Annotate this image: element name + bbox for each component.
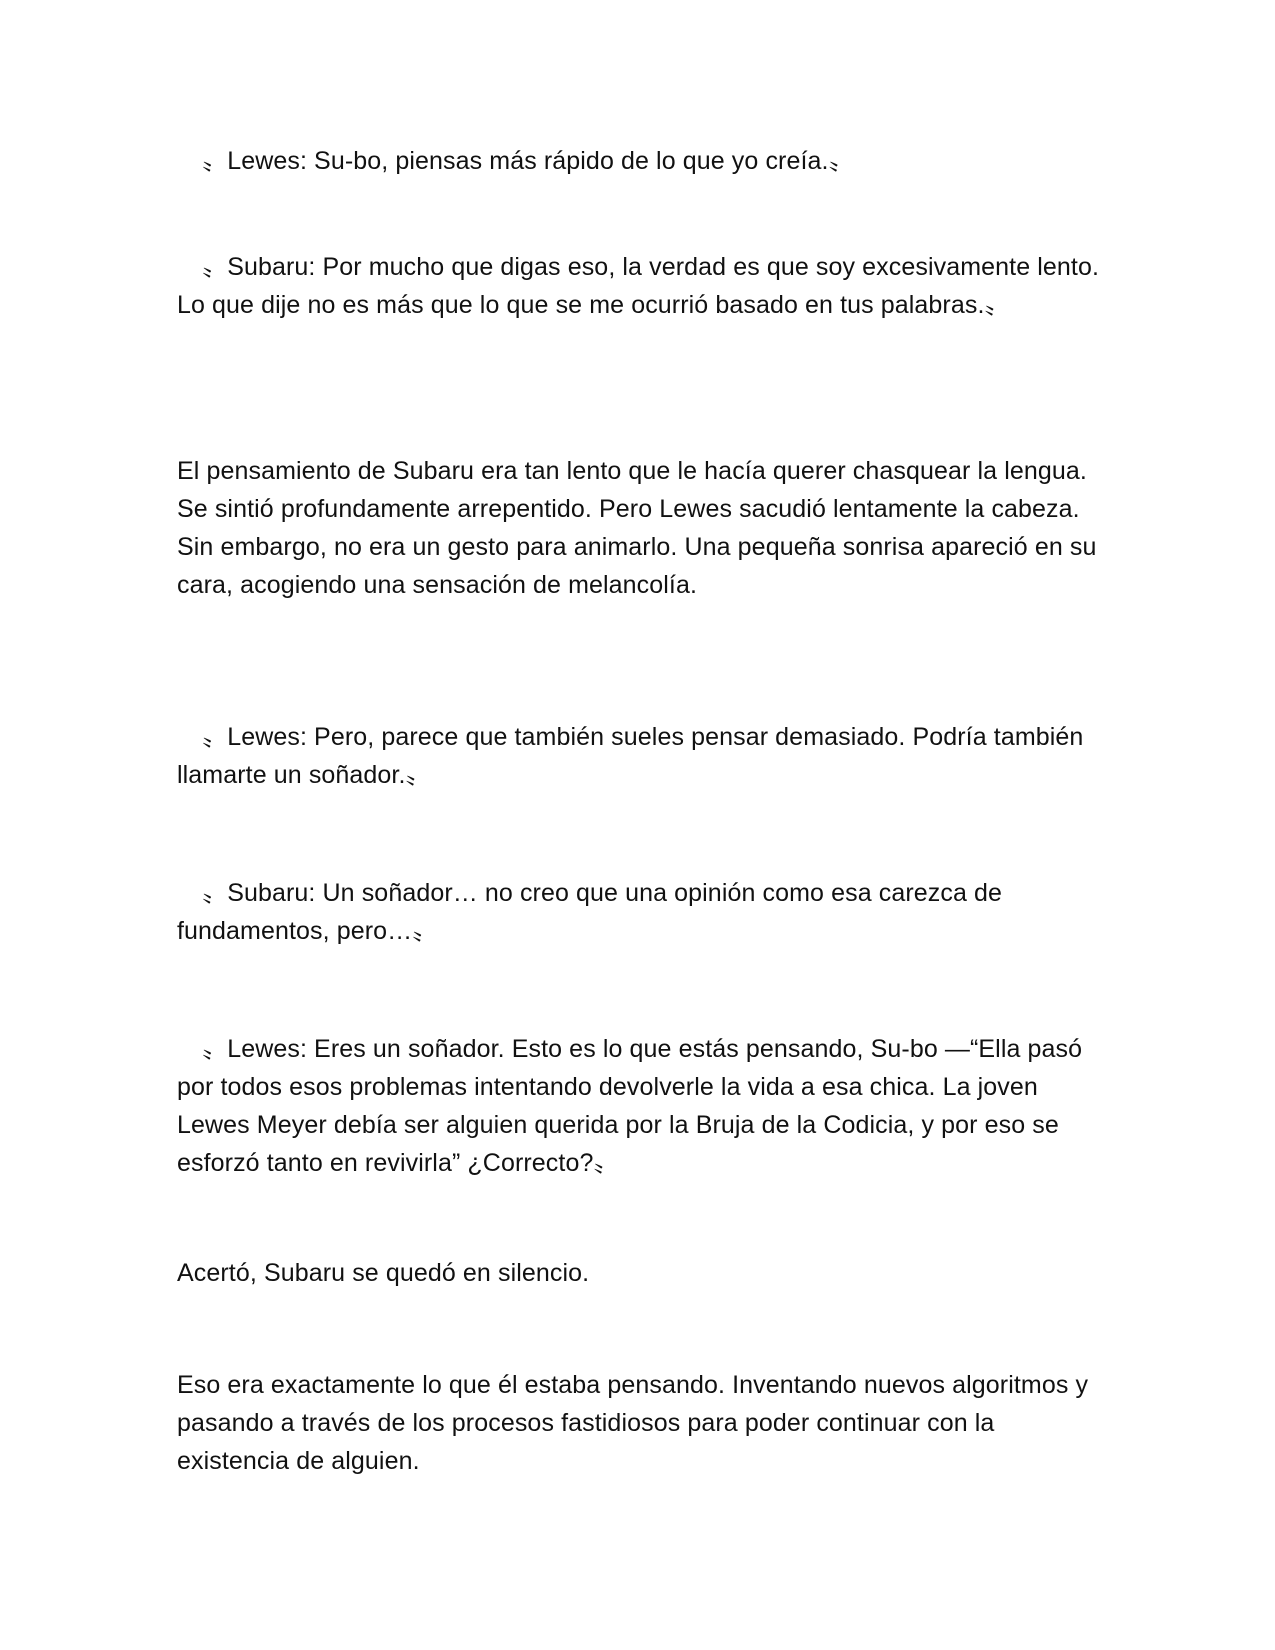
paragraph-narration-3: Eso era exactamente lo que él estaba pensando. Inventando nuevos algoritmos y pasando a través de los procesos fastidiosos para poder continuar con la existencia de alguien. (177, 1371, 1089, 1475)
paragraph-narration-1: El pensamiento de Subaru era tan lento que le hacía querer chasquear la lengua. Se sintió profundamente arrepentido. Pero Lewes sacudió lentamente la cabeza. Sin embargo, no era un gesto para animarlo. Una pequeña sonrisa apareció en su cara, acogiendo una sensación de melancolía. (177, 457, 1097, 599)
paragraph-lewes-1: 〟Lewes: Su-bo, piensas más rápido de lo que yo creía.〟 (177, 147, 854, 175)
paragraph-subaru-1: 〟Subaru: Por mucho que digas eso, la verdad es que soy excesivamente lento. Lo que dije no es más que lo que se me ocurrió basado en tus palabras.〟 (177, 253, 1100, 319)
paragraph-lewes-3: 〟Lewes: Eres un soñador. Esto es lo que estás pensando, Su-bo —“Ella pasó por todos esos problemas intentando devolverle la vida a esa chica. La joven Lewes Meyer debía ser alguien querida por la Bruja de la Codicia, y por eso se esforzó tanto en revivirla” ¿Correcto?〟 (177, 1035, 1083, 1177)
paragraph-lewes-2: 〟Lewes: Pero, parece que también sueles pensar demasiado. Podría también llamarte un soñador.〟 (177, 723, 1084, 789)
paragraph-narration-2: Acertó, Subaru se quedó en silencio. (177, 1259, 590, 1287)
paragraph-subaru-2: 〟Subaru: Un soñador… no creo que una opinión como esa carezca de fundamentos, pero…〟 (177, 879, 1003, 945)
